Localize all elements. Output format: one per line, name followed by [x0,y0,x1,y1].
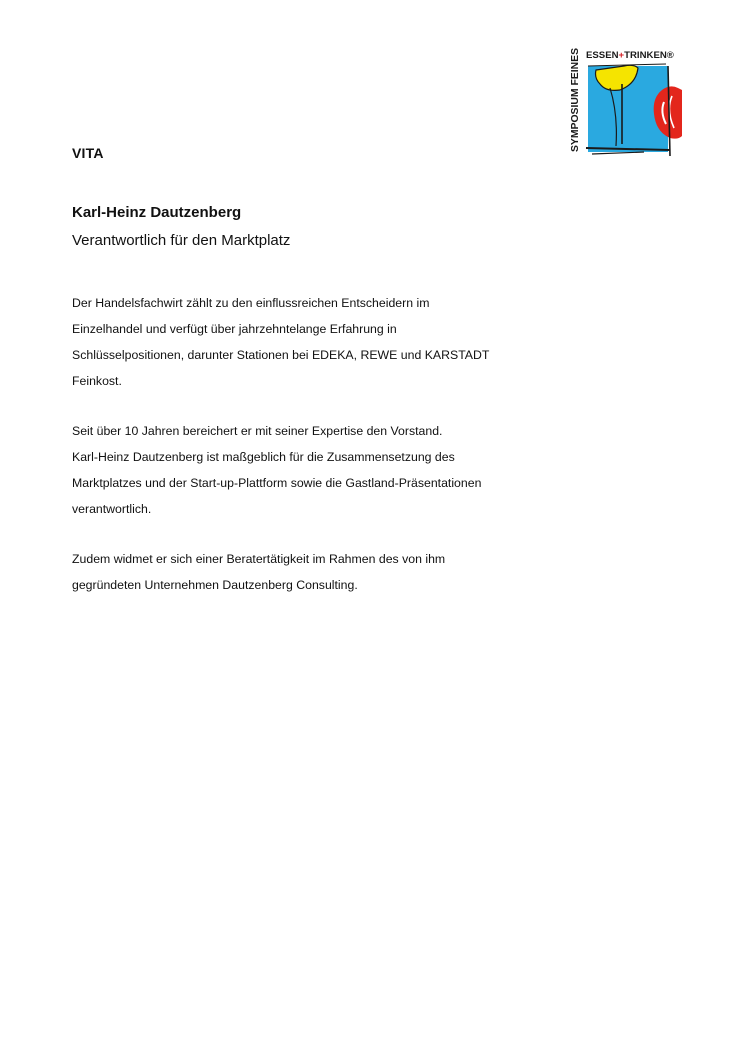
bio-paragraph [72,546,612,598]
bio-line: Karl-Heinz Dautzenberg ist maßgeblich für die Zusammensetzung des [72,450,455,464]
bio-paragraph [72,418,612,522]
bio-line: Feinkost. [72,374,122,388]
logo-vertical-text: SYMPOSIUM FEINES [570,50,581,152]
person-name: Karl-Heinz Dautzenberg [72,204,242,221]
document-label: VITA [72,145,104,161]
bio-line: Seit über 10 Jahren bereichert er mit seiner Expertise den Vorstand. [72,424,443,438]
person-role: Verantwortlich für den Marktplatz [72,232,291,249]
symposium-logo [566,44,682,160]
logo-graphic [566,44,682,160]
logo-text-plus: + [618,50,625,61]
bio-line: Der Handelsfachwirt zählt zu den einflussreichen Entscheidern im [72,296,430,310]
bio-line: gegründeten Unternehmen Dautzenberg Consulting. [72,578,358,592]
bio-line: verantwortlich. [72,502,152,516]
bio-line: Marktplatzes und der Start-up-Plattform sowie die Gastland-Präsentationen [72,476,482,490]
logo-text-essen: ESSEN [586,50,619,61]
biography-text [72,290,612,622]
logo-text-trinken: TRINKEN® [624,50,674,61]
bio-line: Schlüsselpositionen, darunter Stationen bei EDEKA, REWE und KARSTADT [72,348,490,362]
bio-line: Einzelhandel und verfügt über jahrzehntelange Erfahrung in [72,322,397,336]
svg-text:ESSEN+TRINKEN® [586,50,674,61]
bio-paragraph [72,290,612,394]
bio-line: Zudem widmet er sich einer Beratertätigkeit im Rahmen des von ihm [72,552,446,566]
